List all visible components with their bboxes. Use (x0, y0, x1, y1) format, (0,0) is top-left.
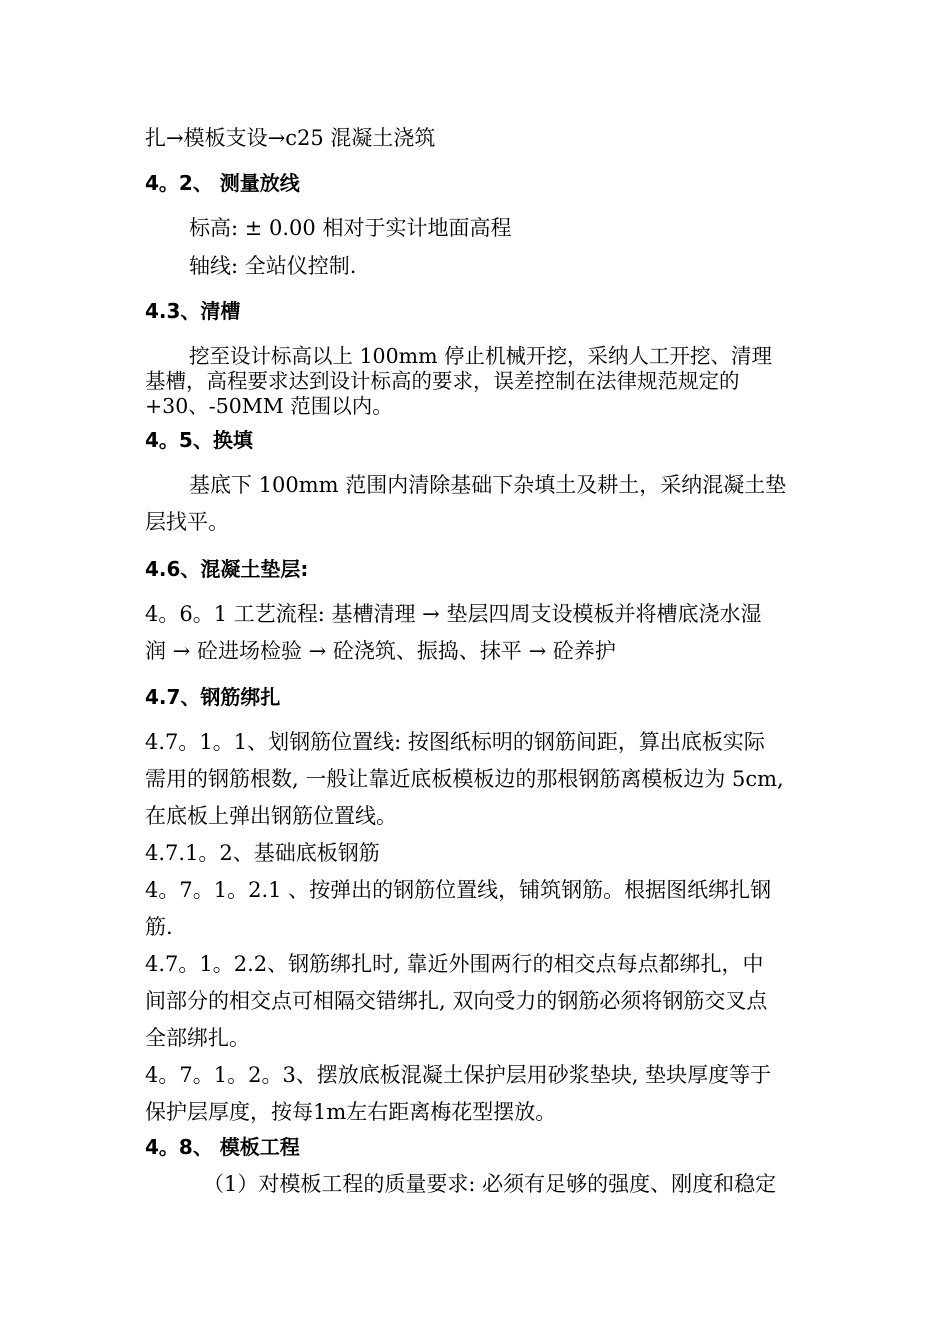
paragraph-line: 4。7。1。2。3、摆放底板混凝土保护层用砂浆垫块, 垫块厚度等于 (145, 1063, 772, 1087)
paragraph-line: 基底下 100mm 范围内清除基础下杂填土及耕土，采纳混凝土垫 (189, 473, 787, 497)
section-heading: 4.7、钢筋绑扎 (145, 685, 281, 709)
paragraph-line: 标高: ± 0.00 相对于实计地面高程 (189, 216, 512, 240)
paragraph-line: 4.7。1。1、划钢筋位置线: 按图纸标明的钢筋间距，算出底板实际 (145, 730, 765, 754)
paragraph-line: 间部分的相交点可相隔交错绑扎, 双向受力的钢筋必须将钢筋交叉点 (145, 989, 768, 1013)
paragraph-line: 基槽，高程要求达到设计标高的要求，误差控制在法律规范规定的 (145, 369, 740, 393)
paragraph-line: 层找平。 (145, 510, 229, 534)
paragraph-line: +30、-50MM 范围以内。 (145, 394, 393, 418)
paragraph-line: 扎→模板支设→c25 混凝土浇筑 (145, 126, 436, 150)
paragraph-line: 筋. (145, 915, 173, 939)
paragraph-line: 轴线: 全站仪控制. (189, 254, 357, 278)
section-heading: 4。8、 模板工程 (145, 1135, 300, 1159)
paragraph-line: 4。7。1。2.1 、按弹出的钢筋位置线，铺筑钢筋。根据图纸绑扎钢 (145, 878, 772, 902)
section-heading: 4。5、换填 (145, 428, 253, 452)
section-heading: 4.3、清槽 (145, 299, 241, 323)
paragraph-line: 在底板上弹出钢筋位置线。 (145, 804, 397, 828)
paragraph-line: 全部绑扎。 (145, 1026, 250, 1050)
section-heading: 4。2、 测量放线 (145, 171, 300, 195)
paragraph-line: 需用的钢筋根数, 一般让靠近底板模板边的那根钢筋离模板边为 5cm, (145, 767, 784, 791)
paragraph-line: （1）对模板工程的质量要求: 必须有足够的强度、刚度和稳定 (203, 1172, 777, 1196)
paragraph-line: 4.7.1。2、基础底板钢筋 (145, 841, 380, 865)
paragraph-line: 润 → 砼进场检验 → 砼浇筑、振捣、抹平 → 砼养护 (145, 639, 616, 663)
paragraph-line: 4。6。1 工艺流程: 基槽清理 → 垫层四周支设模板并将槽底浇水湿 (145, 602, 762, 626)
paragraph-line: 4.7。1。2.2、钢筋绑扎时, 靠近外围两行的相交点每点都绑扎，中 (145, 952, 764, 976)
paragraph-line: 保护层厚度，按每1m左右距离梅花型摆放。 (145, 1100, 557, 1124)
paragraph-line: 挖至设计标高以上 100mm 停止机械开挖，采纳人工开挖、清理 (189, 344, 773, 368)
section-heading: 4.6、混凝土垫层: (145, 557, 309, 581)
